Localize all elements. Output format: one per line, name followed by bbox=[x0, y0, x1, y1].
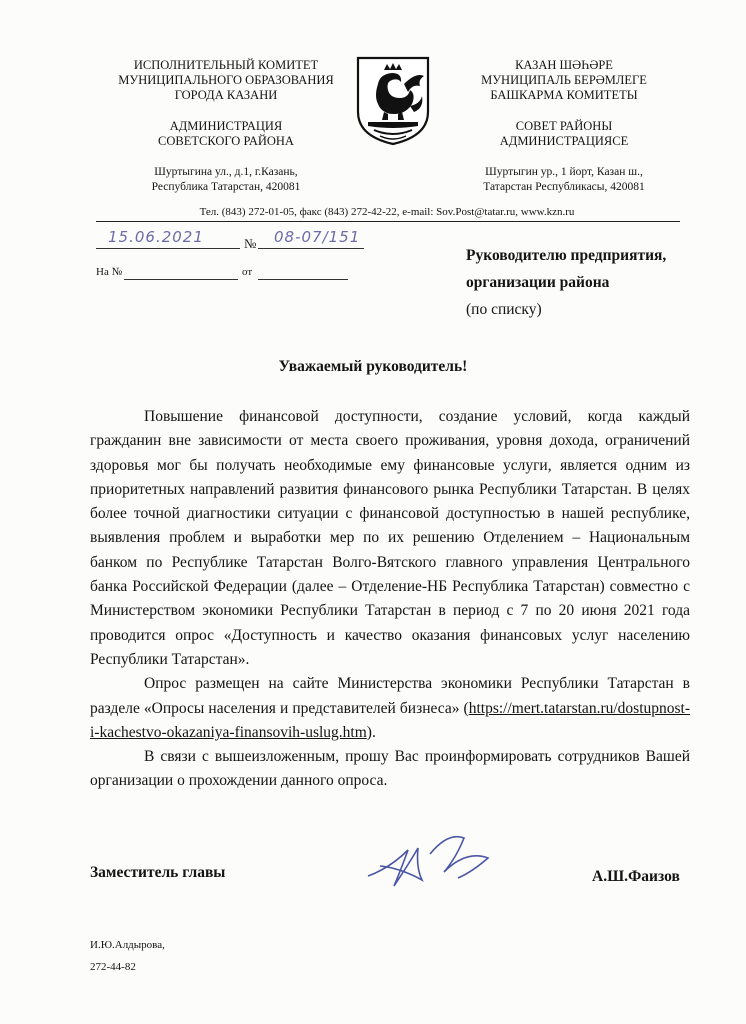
addressee-note: (по списку) bbox=[466, 301, 542, 318]
from-underline bbox=[258, 279, 348, 280]
signer-title: Заместитель главы bbox=[90, 864, 226, 881]
handwritten-signature-icon bbox=[360, 828, 500, 898]
address-line: Шуртыгин ур., 1 йорт, Казан ш., bbox=[485, 166, 643, 178]
handwritten-number: 08-07/151 bbox=[274, 228, 361, 246]
body-paragraph-3: В связи с вышеизложенным, прошу Вас проинформировать сотрудников Вашей организации о прохождении данного опроса. bbox=[90, 748, 690, 790]
letterhead-right bbox=[448, 58, 680, 195]
letterhead-divider bbox=[96, 221, 680, 222]
dept-line: АДМИНИСТРАЦИЯ bbox=[169, 119, 283, 133]
number-underline bbox=[258, 248, 364, 249]
org-line: БАШКАРМА КОМИТЕТЫ bbox=[490, 88, 638, 102]
handwritten-date: 15.06.2021 bbox=[108, 228, 204, 246]
from-label: от bbox=[242, 266, 253, 278]
contacts-line: Тел. (843) 272-01-05, факс (843) 272-42-22, e-mail: Sov.Post@tatar.ru, www.kzn.ru bbox=[199, 206, 575, 218]
address-line: Шуртыгина ул., д.1, г.Казань, bbox=[154, 166, 298, 178]
letterhead-right-address bbox=[448, 165, 680, 195]
letterhead-left-address bbox=[92, 165, 360, 195]
dept-line: СОВЕТСКОГО РАЙОНА bbox=[158, 134, 294, 148]
number-sign: № bbox=[244, 236, 257, 251]
org-line: ГОРОДА КАЗАНИ bbox=[174, 88, 278, 102]
survey-link[interactable]: https://mert.tatarstan.ru/dostupnost-i-kachestvo-okazaniya-finansovih-uslug.htm bbox=[90, 699, 690, 741]
executor-phone: 272-44-82 bbox=[90, 961, 136, 973]
date-underline bbox=[96, 248, 240, 249]
executor-name: И.Ю.Алдырова, bbox=[90, 939, 165, 951]
org-line: МУНИЦИПАЛЬ БЕРӘМЛЕГЕ bbox=[481, 73, 647, 87]
dept-line: АДМИНИСТРАЦИЯСЕ bbox=[499, 134, 629, 148]
org-line: ИСПОЛНИТЕЛЬНЫЙ КОМИТЕТ bbox=[133, 58, 319, 72]
reply-to-label: На № bbox=[96, 266, 123, 278]
body-paragraph-1: Повышение финансовой доступности, создание условий, когда каждый гражданин вне зависимости от места своего проживания, уровня дохода, ограничений здоровья мог бы получать необходимые ему финансовые услуги, является одним из приоритетных направлений развития финансового рынка Республики Татарстан. В целях более точной диагностики ситуации с финансовой доступностью в нашей республике, выявления проблем и выработки мер по их решению Отделением – Национальным банком по Республике Татарстан Волго-Вятского главного управления Центрального банка Российской Федерации (далее – Отделение-НБ Республика Татарстан) совместно с Министерством экономики Республики Татарстан в период с 7 по 20 июня 2021 года проводится опрос «Доступность и качество оказания финансовых услуг населению Республики Татарстан». bbox=[90, 408, 690, 668]
kazan-emblem-icon bbox=[354, 54, 432, 146]
paragraph-text: Опрос размещен на сайте Министерства экономики Республики Татарстан в разделе «Опросы населения и представителей бизнеса» ( bbox=[90, 675, 690, 717]
letterhead-left-org bbox=[92, 58, 360, 103]
org-line: КАЗАН ШӘҺӘРЕ bbox=[515, 58, 613, 72]
reply-to-underline bbox=[124, 279, 238, 280]
addressee-block bbox=[466, 242, 706, 323]
dept-line: СОВЕТ РАЙОНЫ bbox=[515, 119, 613, 133]
addressee-line: организации района bbox=[466, 274, 610, 291]
letterhead-right-dept bbox=[448, 119, 680, 149]
letter-body bbox=[90, 405, 690, 794]
executor-block bbox=[90, 934, 165, 978]
address-line: Татарстан Республикасы, 420081 bbox=[483, 181, 645, 193]
signer-name: А.Ш.Фаизов bbox=[592, 868, 680, 885]
letterhead-left-dept bbox=[92, 119, 360, 149]
paragraph-text: ). bbox=[366, 723, 376, 741]
greeting: Уважаемый руководитель! bbox=[278, 358, 468, 375]
letterhead-right-org bbox=[448, 58, 680, 103]
org-line: МУНИЦИПАЛЬНОГО ОБРАЗОВАНИЯ bbox=[118, 73, 334, 87]
letterhead-left bbox=[92, 58, 360, 195]
addressee-line: Руководителю предприятия, bbox=[466, 247, 667, 264]
body-paragraph-2 bbox=[90, 672, 690, 745]
address-line: Республика Татарстан, 420081 bbox=[151, 181, 301, 193]
